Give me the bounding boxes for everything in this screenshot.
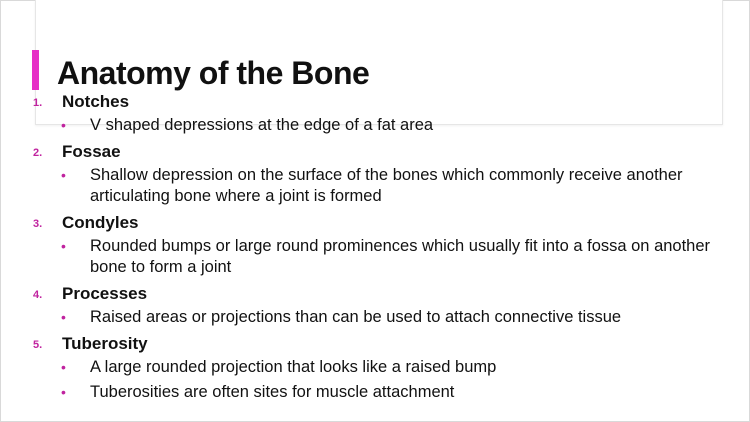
list-item-head	[0, 282, 750, 307]
bullet-text: A large rounded projection that looks like a raised bump	[90, 358, 497, 376]
list-number: 5.	[33, 339, 43, 351]
bullet-text: Raised areas or projections than can be used to attach connective tissue	[90, 308, 622, 326]
title-accent-bar	[32, 50, 39, 90]
sub-bullet	[0, 307, 750, 328]
list-number: 2.	[33, 147, 43, 159]
bullet-text: Rounded bumps or large round prominences which usually fit into a fossa on another bone to form a joint	[90, 237, 711, 276]
bullet-text: V shaped depressions at the edge of a fat area	[90, 116, 434, 134]
list-item-processes	[0, 282, 750, 328]
slide-content	[0, 90, 750, 407]
bullet-icon: •	[61, 117, 66, 133]
bullet-icon: •	[61, 359, 66, 375]
list-item-notches	[0, 90, 750, 136]
list-heading: Fossae	[62, 142, 121, 161]
list-item-head	[0, 140, 750, 165]
sub-bullet	[0, 115, 750, 136]
sub-bullet	[0, 236, 750, 278]
slide-title: Anatomy of the Bone	[57, 55, 370, 91]
list-item-head	[0, 332, 750, 357]
list-number: 1.	[33, 97, 43, 109]
list-heading: Condyles	[62, 213, 139, 232]
list-item-tuberosity	[0, 332, 750, 403]
bullet-icon: •	[61, 309, 66, 325]
bullet-icon: •	[61, 167, 66, 183]
list-item-condyles	[0, 211, 750, 278]
bullet-icon: •	[61, 384, 66, 400]
list-heading: Tuberosity	[62, 334, 148, 353]
list-item-fossae	[0, 140, 750, 207]
list-number: 3.	[33, 218, 43, 230]
sub-bullet	[0, 357, 750, 378]
list-heading: Processes	[62, 284, 148, 303]
list-heading: Notches	[62, 92, 130, 111]
list-item-head	[0, 211, 750, 236]
bullet-text: Shallow depression on the surface of the bones which commonly receive another articulating bone where a joint is formed	[90, 166, 683, 205]
bullet-text: Tuberosities are often sites for muscle attachment	[90, 383, 455, 401]
sub-bullet	[0, 165, 750, 207]
list-item-head	[0, 90, 750, 115]
sub-bullet	[0, 382, 750, 403]
list-number: 4.	[33, 289, 43, 301]
bullet-icon: •	[61, 238, 66, 254]
